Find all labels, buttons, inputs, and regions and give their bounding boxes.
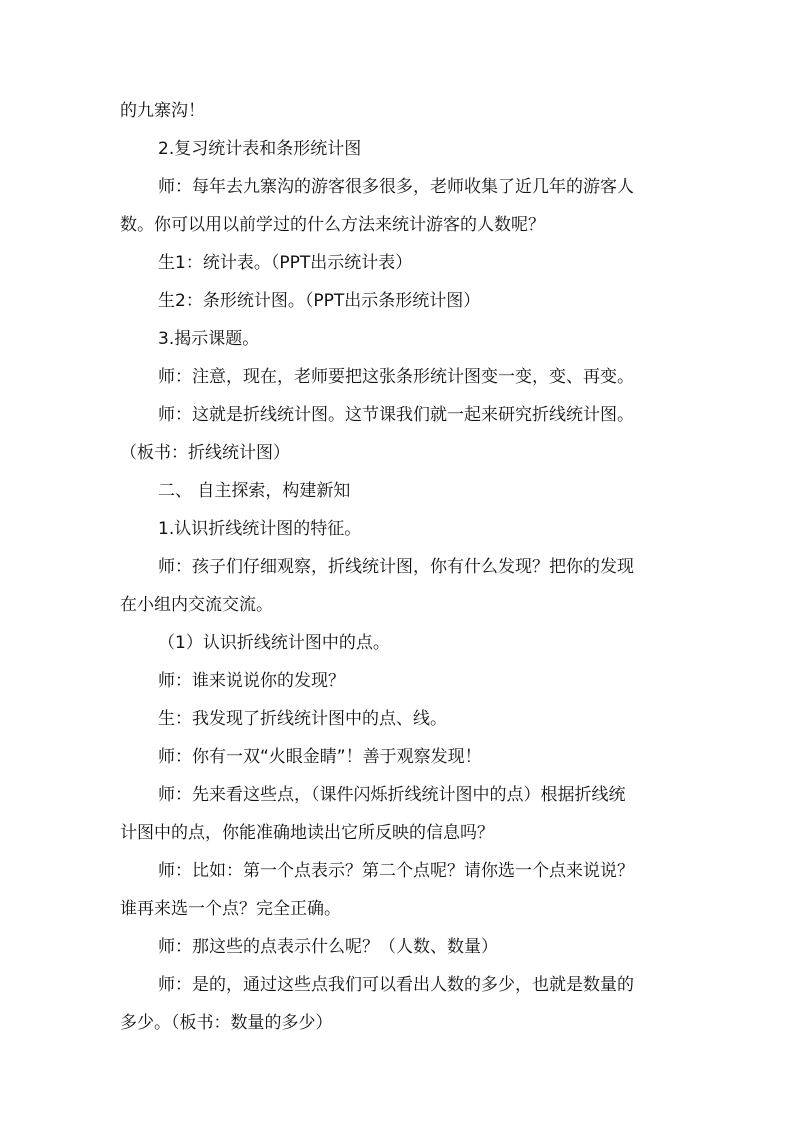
text-line: 师：先来看这些点，（课件闪烁折线统计图中的点）根据折线统: [158, 785, 626, 805]
section-heading: （1）认识折线统计图中的点。: [158, 633, 390, 653]
document-body: [120, 92, 680, 1042]
text-line: 生：我发现了折线统计图中的点、线。: [158, 709, 447, 729]
text-line: 师：那这些的点表示什么呢？（人数、数量）: [158, 937, 498, 957]
section-heading: 二、 自主探索，构建新知: [158, 481, 351, 501]
text-line: 谁再来选一个点？完全正确。: [120, 899, 341, 919]
text-line: 师：谁来说说你的发现？: [158, 671, 345, 691]
text-line: 师：孩子们仔细观察，折线统计图，你有什么发现？把你的发现: [158, 557, 634, 577]
text-line: 师：注意，现在，老师要把这张条形统计图变一变，变、再变。: [158, 367, 634, 387]
text-line: 师：每年去九寨沟的游客很多很多，老师收集了近几年的游客人: [158, 177, 634, 197]
text-line: （板书：折线统计图）: [120, 443, 290, 463]
text-line: 数。你可以用以前学过的什么方法来统计游客的人数呢？: [120, 215, 545, 235]
text-line: 的九寨沟！: [120, 101, 205, 121]
text-line: 师：比如：第一个点表示？第二个点呢？请你选一个点来说说？: [158, 861, 634, 881]
section-heading: 1.认识折线统计图的特征。: [158, 519, 362, 539]
text-line: 生1：统计表。（PPT出示统计表）: [158, 253, 413, 273]
text-line: 师：这就是折线统计图。这节课我们就一起来研究折线统计图。: [158, 405, 634, 425]
text-line: 师：是的，通过这些点我们可以看出人数的多少，也就是数量的: [158, 975, 634, 995]
text-line: 在小组内交流交流。: [120, 595, 273, 615]
text-line: 多少。（板书：数量的多少）: [120, 1013, 333, 1033]
section-heading: 3.揭示课题。: [158, 329, 260, 349]
section-heading: 2.复习统计表和条形统计图: [158, 139, 362, 159]
text-line: 计图中的点，你能准确地读出它所反映的信息吗？: [120, 823, 494, 843]
text-line: 生2：条形统计图。（PPT出示条形统计图）: [158, 291, 481, 311]
text-line: 师：你有一双“火眼金睛”！善于观察发现！: [158, 747, 482, 767]
